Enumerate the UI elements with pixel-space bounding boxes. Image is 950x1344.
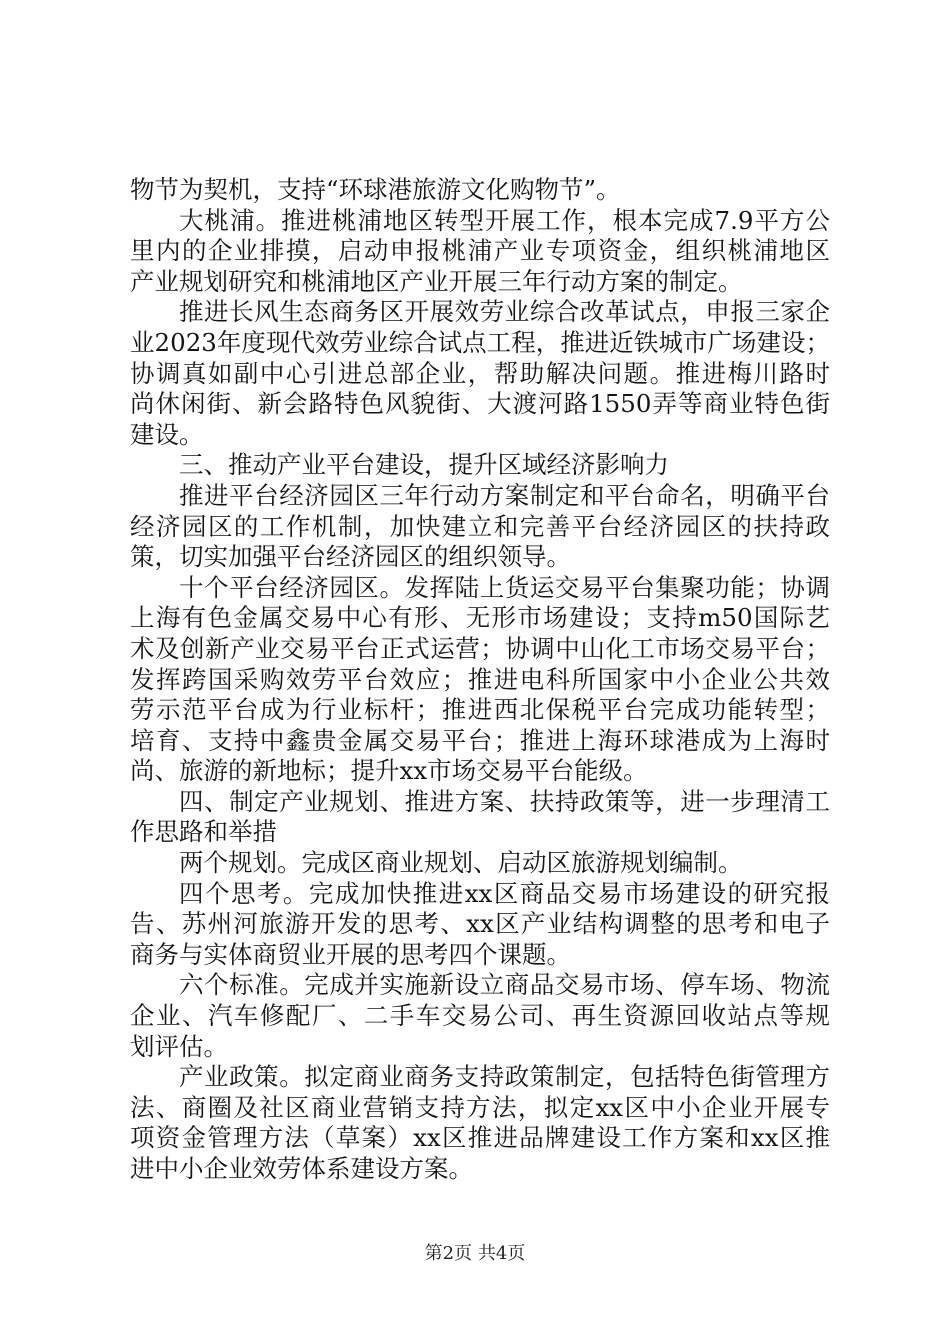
text-line: 业2023年度现代效劳业综合试点工程，推进近铁城市广场建设； [130, 327, 830, 357]
paragraph [130, 175, 830, 206]
text-line: 项资金管理方法（草案）xx区推进品牌建设工作方案和xx区推 [130, 1123, 830, 1153]
text-line: 里内的企业排摸，启动申报桃浦产业专项资金，组织桃浦地区 [130, 236, 830, 266]
text-line: 建设。 [130, 419, 204, 449]
text-line: 作思路和举措 [130, 817, 277, 847]
text-line: 推进平台经济园区三年行动方案制定和平台命名，明确平台 [179, 480, 830, 510]
text-line: 上海有色金属交易中心有形、无形市场建设；支持m50国际艺 [130, 603, 830, 633]
paragraph [130, 1062, 830, 1184]
text-line: 进中小企业效劳体系建设方案。 [130, 1154, 473, 1183]
text-line: 三、推动产业平台建设，提升区域经济影响力 [179, 450, 669, 480]
text-line: 大桃浦。推进桃浦地区转型开展工作，根本完成7.9平方公 [179, 205, 830, 235]
page-number-label: 第2页 共4页 [424, 1243, 526, 1264]
text-line: 推进长风生态商务区开展效劳业综合改革试点，申报三家企 [179, 297, 830, 327]
text-line: 策，切实加强平台经济园区的组织领导。 [130, 542, 571, 572]
page-footer [0, 1242, 950, 1266]
text-line: 发挥跨国采购效劳平台效应；推进电科所国家中小企业公共效 [130, 664, 830, 694]
paragraph [130, 481, 830, 573]
text-line: 尚休闲街、新会路特色风貌街、大渡河路1550弄等商业特色街 [130, 389, 830, 419]
text-line: 产业规划研究和桃浦地区产业开展三年行动方案的制定。 [130, 266, 743, 296]
text-line: 物节为契机，支持“环球港旅游文化购物节”。 [130, 175, 621, 204]
paragraph [130, 573, 830, 787]
text-line: 告、苏州河旅游开发的思考、xx区产业结构调整的思考和电子 [130, 909, 830, 939]
text-line: 术及创新产业交易平台正式运营；协调中山化工市场交易平台； [130, 633, 830, 663]
text-line: 协调真如副中心引进总部企业，帮助解决问题。推进梅川路时 [130, 358, 830, 388]
paragraph [130, 848, 830, 879]
document-body [130, 175, 830, 1185]
text-line: 法、商圈及社区商业营销支持方法，拟定xx区中小企业开展专 [130, 1092, 830, 1122]
text-line: 培育、支持中鑫贵金属交易平台；推进上海环球港成为上海时 [130, 725, 830, 755]
section-heading [130, 450, 830, 481]
text-line: 六个标准。完成并实施新设立商品交易市场、停车场、物流 [179, 970, 830, 1000]
paragraph [130, 879, 830, 971]
text-line: 经济园区的工作机制，加快建立和完善平台经济园区的扶持政 [130, 511, 830, 541]
text-line: 劳示范平台成为行业标杆；推进西北保税平台完成功能转型； [130, 695, 830, 725]
text-line: 四、制定产业规划、推进方案、扶持政策等，进一步理清工 [179, 786, 830, 816]
text-line: 商务与实体商贸业开展的思考四个课题。 [130, 939, 571, 969]
paragraph [130, 297, 830, 450]
text-line: 十个平台经济园区。发挥陆上货运交易平台集聚功能；协调 [179, 572, 830, 602]
text-line: 产业政策。拟定商业商务支持政策制定，包括特色街管理方 [179, 1062, 830, 1092]
text-line: 划评估。 [130, 1031, 228, 1061]
text-line: 四个思考。完成加快推进xx区商品交易市场建设的研究报 [179, 878, 830, 908]
section-heading [130, 787, 830, 848]
text-line: 两个规划。完成区商业规划、启动区旅游规划编制。 [179, 848, 743, 878]
paragraph [130, 970, 830, 1062]
paragraph [130, 206, 830, 298]
text-line: 企业、汽车修配厂、二手车交易公司、再生资源回收站点等规 [130, 1001, 830, 1031]
text-line: 尚、旅游的新地标；提升xx市场交易平台能级。 [130, 756, 648, 786]
